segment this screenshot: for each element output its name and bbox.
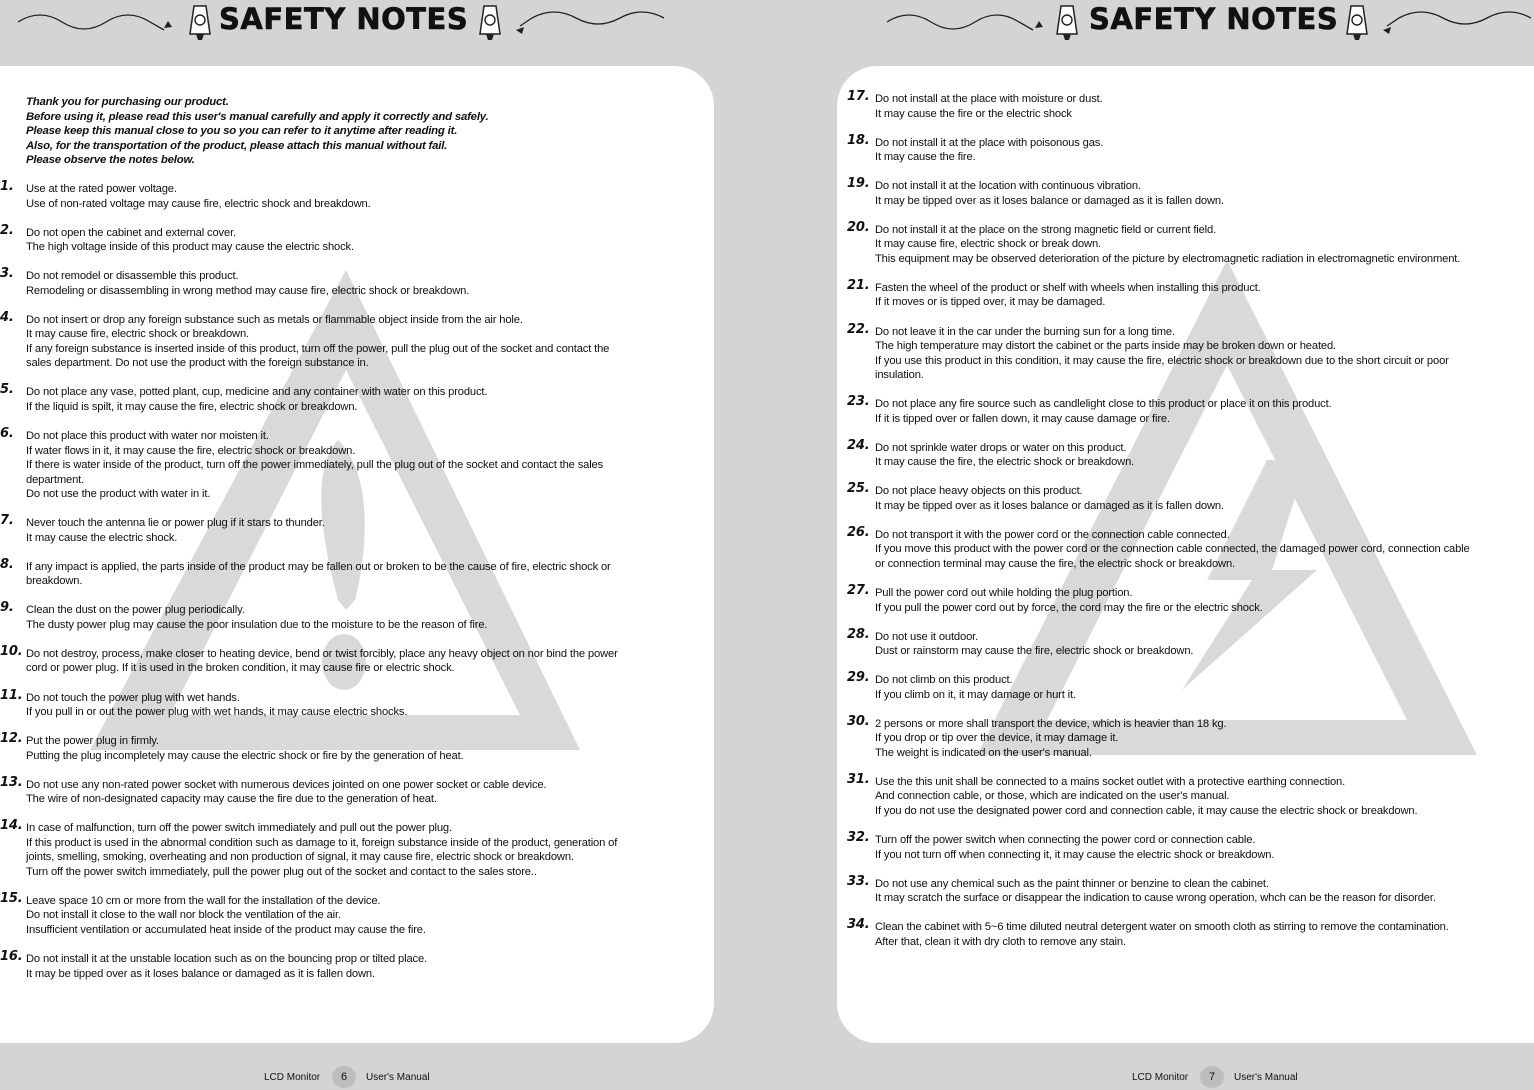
page-number: 6 <box>332 1066 356 1088</box>
left-footer <box>0 1066 767 1088</box>
note-text <box>875 136 1534 165</box>
page-title: SAFETY NOTES <box>1089 2 1339 36</box>
note-line: sales department. Do not use the product with the foreign substance in. <box>26 357 369 370</box>
note-text <box>875 775 1534 819</box>
note-line: Pull the power cord out while holding the plug portion. <box>875 587 1133 599</box>
note-text <box>875 920 1534 949</box>
lamp-icon-left <box>1057 6 1077 40</box>
note-number: 18. <box>847 132 870 148</box>
note-line: The weight is indicated on the user's manual. <box>875 746 1092 759</box>
intro-line: Also, for the transportation of the product, please attach this manual without fail. <box>26 139 448 152</box>
note-line: Do not install it at the unstable location such as on the bouncing prop or tilted place. <box>26 953 428 965</box>
note-line: Do not install at the place with moisture or dust. <box>875 93 1103 105</box>
note-text <box>26 647 684 676</box>
note-line: If the liquid is spilt, it may cause the fire, electric shock or breakdown. <box>26 400 358 413</box>
note-number: 29. <box>847 670 870 686</box>
note-line: It may cause the fire, the electric shock or breakdown. <box>875 456 1135 469</box>
note-number: 31. <box>847 771 870 787</box>
note-text <box>26 313 684 371</box>
note-text <box>875 441 1534 470</box>
note-text <box>26 894 684 938</box>
safety-note <box>847 219 1534 267</box>
note-line: In case of malfunction, turn off the power switch immediately and pull out the power plug. <box>26 822 452 835</box>
note-number: 33. <box>847 873 870 889</box>
note-text <box>26 560 684 589</box>
note-line: If it is tipped over or fallen down, it may cause damage or fire. <box>875 412 1170 425</box>
lamp-icon-left <box>190 6 210 40</box>
note-line: Do not climb on this product. <box>875 674 1013 687</box>
note-text <box>26 516 684 545</box>
note-line: Do not transport it with the power cord or the connection cable connected. <box>875 528 1230 541</box>
note-line: Do not place any fire source such as candlelight close to this product or place it on this product. <box>875 398 1332 411</box>
intro-line: Before using it, please read this user's manual carefully and apply it correctly and safely. <box>26 110 489 123</box>
safety-note <box>847 771 1534 819</box>
note-line: Do not sprinkle water drops or water on this product. <box>875 441 1127 454</box>
note-number: 27. <box>847 583 870 598</box>
note-line: If any foreign substance is inserted inside of this product, turn off the power, pull the plug out of the socket and contact the <box>26 342 610 355</box>
note-line: If you use this product in this condition, it may cause the fire, electric shock or breakdown due to the short circuit or poor <box>875 354 1449 367</box>
note-line: 2 persons or more shall transport the device, which is heavier than 18 kg. <box>875 717 1227 730</box>
note-text <box>875 281 1534 310</box>
intro-line: Please observe the notes below. <box>26 154 195 167</box>
safety-note <box>0 556 684 589</box>
footer-product: LCD Monitor <box>264 1072 321 1083</box>
note-text <box>875 92 1534 121</box>
note-line: If you drop or tip over the device, it may damage it. <box>875 732 1119 745</box>
safety-note <box>0 426 684 502</box>
safety-note <box>847 394 1534 426</box>
note-line: It may scratch the surface or disappear the indication to cause wrong operation, whch can be the reason for disorder. <box>875 892 1436 905</box>
note-line: joints, smelling, smoking, overheating and non production of signal, it may cause fire, electric shock or breakdown. <box>26 851 574 864</box>
safety-note <box>0 266 684 298</box>
note-line: Do not install it at the place with poisonous gas. <box>875 136 1104 149</box>
note-line: Dust or rainstorm may cause the fire, electric shock or breakdown. <box>875 645 1194 658</box>
note-line: If you pull in or out the power plug with wet hands, it may cause electric shocks. <box>26 706 408 718</box>
note-line: If you do not use the designated power cord and connection cable, it may cause the electric shock or breakdown. <box>875 804 1418 817</box>
note-text <box>26 603 684 632</box>
note-line: insulation. <box>875 369 924 381</box>
note-number: 3. <box>0 266 14 282</box>
note-line: Turn off the power switch when connecting the power cord or connection cable. <box>875 834 1256 846</box>
footer-manual: User's Manual <box>1234 1072 1298 1083</box>
note-line: breakdown. <box>26 575 83 588</box>
note-number: 2. <box>0 222 14 238</box>
note-number: 22. <box>847 321 870 337</box>
note-line: Insufficient ventilation or accumulated heat inside of the product may cause the fire. <box>26 923 426 936</box>
note-text <box>875 833 1534 862</box>
note-line: If water flows in it, it may cause the fire, electric shock or breakdown. <box>26 444 356 457</box>
safety-note <box>0 774 684 807</box>
note-line: If you move this product with the power cord or the connection cable connected, the damaged power cord, connection cable <box>875 543 1470 556</box>
safety-note <box>0 890 684 938</box>
note-line: It may cause fire, electric shock or breakdown. <box>26 328 250 341</box>
note-line: department. <box>26 473 85 486</box>
note-line: It may cause fire, electric shock or break down. <box>875 238 1101 251</box>
safety-note <box>0 643 684 676</box>
safety-note <box>847 873 1534 906</box>
note-number: 21. <box>847 277 870 293</box>
note-text <box>26 778 684 807</box>
safety-note <box>0 309 684 371</box>
note-line: Do not use the product with water in it. <box>26 488 211 500</box>
note-text <box>26 429 684 502</box>
note-number: 24. <box>847 437 870 453</box>
safety-note <box>847 583 1534 615</box>
note-line: Do not place any vase, potted plant, cup, medicine and any container with water on this product. <box>26 386 488 399</box>
page-title: SAFETY NOTES <box>219 2 469 36</box>
note-number: 10. <box>0 643 23 659</box>
note-line: It may be tipped over as it loses balance or damaged as it is fallen down. <box>875 194 1224 207</box>
note-line: And connection cable, or those, which are indicated on the user's manual. <box>875 790 1230 803</box>
note-line: Use at the rated power voltage. <box>26 183 177 195</box>
note-number: 23. <box>847 394 870 410</box>
note-line: It may cause the fire or the electric shock <box>875 107 1072 120</box>
note-line: Use of non-rated voltage may cause fire, electric shock and breakdown. <box>26 197 371 210</box>
note-line: Do not destroy, process, make closer to heating device, bend or twist forcibly, place any heavy object on nor bind the power <box>26 647 618 660</box>
note-line: If any impact is applied, the parts inside of the product may be fallen out or broken to be the cause of fire, electric shock or <box>26 560 611 573</box>
note-line: Turn off the power switch immediately, pull the power plug out of the socket and contact to the sales store.. <box>26 865 537 878</box>
safety-note <box>847 89 1534 121</box>
safety-note <box>847 277 1534 310</box>
note-text <box>26 269 684 298</box>
note-line: Do not install it at the place on the strong magnetic field or current field. <box>875 223 1217 236</box>
note-line: Clean the cabinet with 5~6 time diluted neutral detergent water on smooth cloth as stirring to remove the contamination. <box>875 921 1449 934</box>
note-text <box>26 226 684 255</box>
note-line: The high temperature may distort the cabinet or the parts inside may be broken down or heated. <box>875 340 1337 352</box>
note-number: 9. <box>0 600 14 616</box>
note-text <box>26 734 684 763</box>
note-number: 14. <box>0 818 23 834</box>
safety-note <box>847 132 1534 165</box>
safety-note <box>0 513 684 545</box>
note-number: 16. <box>0 949 23 964</box>
intro-text <box>26 95 686 168</box>
note-line: Never touch the antenna lie or power plug if it stars to thunder. <box>26 517 325 530</box>
right-header <box>767 0 1534 40</box>
note-line: Putting the plug incompletely may cause the electric shock or fire by the generation of heat. <box>26 749 464 762</box>
note-text <box>875 673 1534 702</box>
note-line: or connection terminal may cause the fire, the electric shock or breakdown. <box>875 557 1235 570</box>
note-number: 12. <box>0 731 23 747</box>
note-text <box>875 223 1534 267</box>
note-number: 5. <box>0 382 14 398</box>
lamp-icon-right <box>1347 6 1367 40</box>
note-number: 26. <box>847 524 870 540</box>
note-line: If you climb on it, it may damage or hurt it. <box>875 688 1076 701</box>
footer-manual: User's Manual <box>366 1072 430 1083</box>
note-line: Do not use it outdoor. <box>875 630 979 643</box>
note-line: After that, clean it with dry cloth to remove any stain. <box>875 935 1126 948</box>
safety-note <box>847 524 1534 572</box>
note-line: If there is water inside of the product, turn off the power immediately, pull the plug out of the socket and contact the sales <box>26 459 604 471</box>
note-line: cord or power plug. If it is used in the broken condition, it may cause fire or electric shock. <box>26 662 455 675</box>
safety-note <box>847 437 1534 470</box>
note-line: Do not install it close to the wall nor block the ventilation of the air. <box>26 909 341 922</box>
note-line: The dusty power plug may cause the poor insulation due to the moisture to be the reason of fire. <box>26 618 488 631</box>
note-line: This equipment may be observed deterioration of the picture by electromagnetic radiation in electromagnetic environment. <box>875 252 1461 265</box>
note-line: Do not touch the power plug with wet hands. <box>26 691 240 704</box>
note-line: If it moves or is tipped over, it may be damaged. <box>875 296 1106 309</box>
safety-note <box>847 917 1534 949</box>
note-line: Do not install it at the location with continuous vibration. <box>875 180 1141 193</box>
note-number: 4. <box>0 309 14 325</box>
note-text <box>875 484 1534 513</box>
note-number: 32. <box>847 830 870 845</box>
note-text <box>26 691 684 720</box>
note-text <box>875 179 1534 208</box>
safety-note <box>0 600 684 632</box>
note-text <box>875 877 1534 906</box>
note-number: 1. <box>0 179 14 194</box>
note-text <box>26 952 684 981</box>
safety-note <box>847 176 1534 208</box>
note-line: Do not use any chemical such as the paint thinner or benzine to clean the cabinet. <box>875 877 1269 890</box>
note-line: If you pull the power cord out by force, the cord may the fire or the electric shock. <box>875 601 1263 614</box>
note-line: If you not turn off when connecting it, it may cause the electric shock or breakdown. <box>875 848 1275 861</box>
safety-note <box>0 222 684 255</box>
right-footer <box>767 1066 1534 1088</box>
note-text <box>26 821 684 879</box>
safety-note <box>0 731 684 763</box>
note-line: Clean the dust on the power plug periodically. <box>26 604 245 617</box>
note-line: Leave space 10 cm or more from the wall for the installation of the device. <box>26 894 381 907</box>
safety-note <box>0 179 684 211</box>
note-number: 19. <box>847 176 870 192</box>
lamp-icon-right <box>480 6 500 40</box>
note-line: It may cause the fire. <box>875 151 976 164</box>
note-text <box>875 717 1534 761</box>
note-line: Do not remodel or disassemble this product. <box>26 270 239 283</box>
note-number: 17. <box>847 89 870 104</box>
note-line: Do not insert or drop any foreign substance such as metals or flammable object inside from the air hole. <box>26 313 523 326</box>
note-number: 11. <box>0 687 23 703</box>
note-line: Use the this unit shall be connected to a mains socket outlet with a protective earthing connection. <box>875 775 1346 788</box>
safety-note <box>847 713 1534 761</box>
note-number: 30. <box>847 713 870 729</box>
safety-note <box>847 626 1534 659</box>
note-line: Fasten the wheel of the product or shelf with wheels when installing this product. <box>875 281 1261 294</box>
note-line: Do not place heavy objects on this product. <box>875 485 1083 498</box>
note-line: Remodeling or disassembling in wrong method may cause fire, electric shock or breakdown. <box>26 284 470 297</box>
note-line: Do not place this product with water nor moisten it. <box>26 430 269 442</box>
safety-note <box>0 382 684 414</box>
left-header <box>0 0 767 40</box>
note-line: It may cause the electric shock. <box>26 531 178 544</box>
note-line: It may be tipped over as it loses balance or damaged as it is fallen down. <box>26 967 375 980</box>
note-line: Put the power plug in firmly. <box>26 735 159 748</box>
note-text <box>26 182 684 211</box>
note-line: The wire of non-designated capacity may cause the fire due to the generation of heat. <box>26 793 437 806</box>
note-text <box>875 586 1534 615</box>
note-line: If this product is used in the abnormal condition such as damage to it, foreign substance inside of the product, generation of <box>26 836 618 849</box>
safety-note <box>847 830 1534 862</box>
safety-note <box>847 481 1534 513</box>
note-text <box>26 385 684 414</box>
note-number: 28. <box>847 626 870 642</box>
note-number: 25. <box>847 481 870 497</box>
note-text <box>875 397 1534 426</box>
page-number: 7 <box>1200 1066 1224 1088</box>
safety-note <box>0 687 684 720</box>
safety-note <box>0 818 684 879</box>
note-number: 15. <box>0 890 23 906</box>
right-page <box>767 0 1534 1090</box>
note-text <box>875 528 1534 572</box>
note-line: Do not open the cabinet and external cover. <box>26 226 236 239</box>
safety-note <box>847 321 1534 383</box>
note-text <box>875 325 1534 383</box>
footer-product: LCD Monitor <box>1132 1072 1189 1083</box>
note-number: 6. <box>0 426 14 441</box>
note-number: 34. <box>847 917 870 933</box>
safety-note <box>847 670 1534 702</box>
note-text <box>875 630 1534 659</box>
note-number: 13. <box>0 774 23 790</box>
note-line: The high voltage inside of this product may cause the electric shock. <box>26 241 354 254</box>
intro-line: Thank you for purchasing our product. <box>26 96 229 108</box>
note-line: Do not leave it in the car under the burning sun for a long time. <box>875 325 1175 338</box>
safety-note <box>0 949 684 981</box>
note-number: 8. <box>0 556 14 572</box>
note-line: Do not use any non-rated power socket with numerous devices jointed on one power socket or cable device. <box>26 778 547 791</box>
note-line: It may be tipped over as it loses balance or damaged as it is fallen down. <box>875 499 1224 512</box>
intro-line: Please keep this manual close to you so you can refer to it anytime after reading it. <box>26 125 458 138</box>
note-number: 20. <box>847 219 870 235</box>
note-number: 7. <box>0 513 14 529</box>
